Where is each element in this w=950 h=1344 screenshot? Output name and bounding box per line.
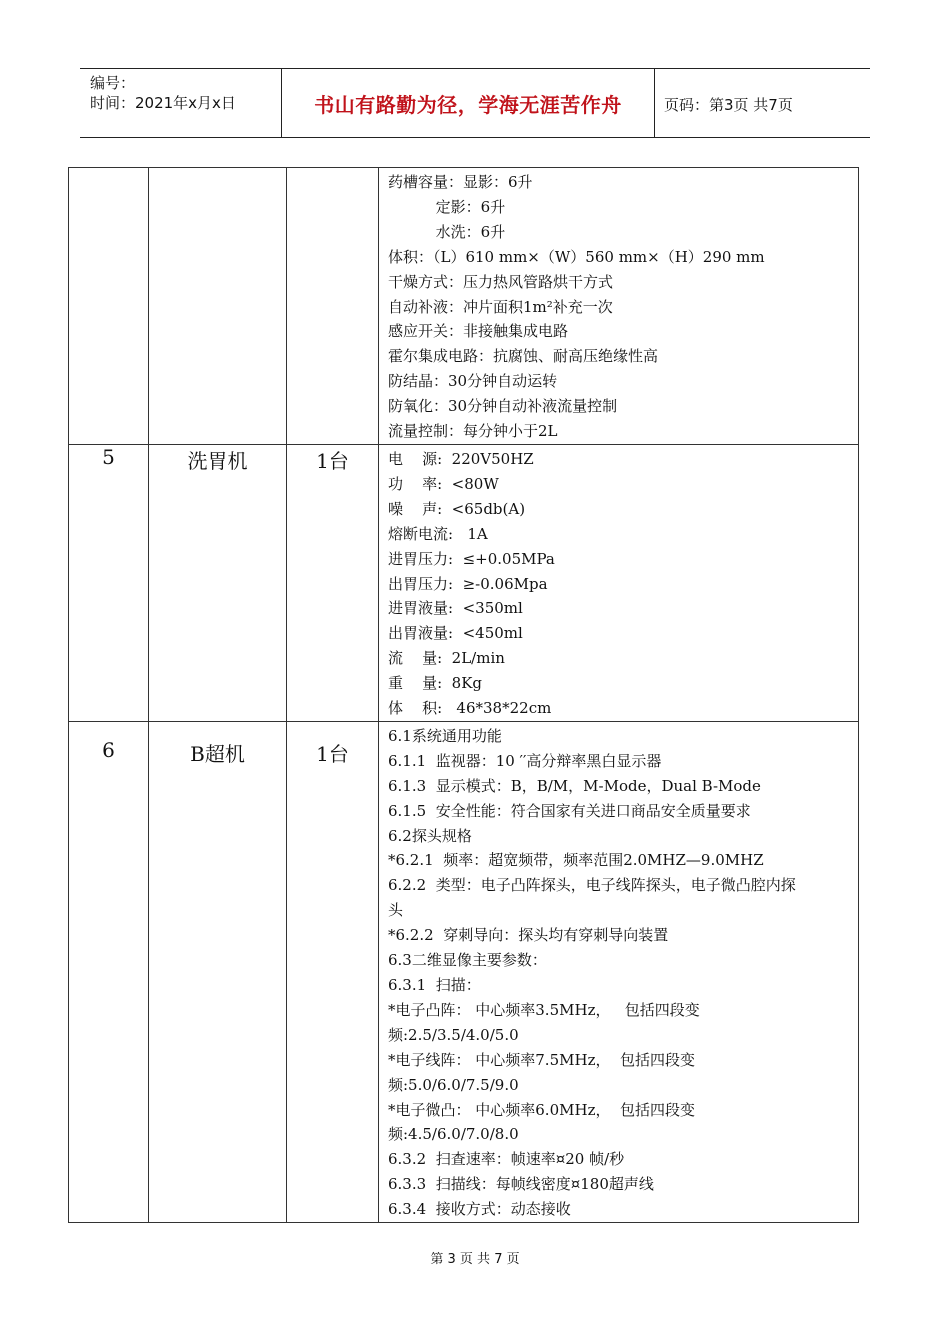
item-quantity-text: 1台 xyxy=(316,741,349,766)
spec-line: 出胃液量: <450ml xyxy=(388,624,523,643)
spec-line: 药槽容量：显影：6升 xyxy=(388,173,533,191)
page-footer: 第 3 页 共 7 页 xyxy=(430,1252,520,1267)
spec-line: 自动补液：冲片面积1m²补充一次 xyxy=(388,297,613,316)
spec-line: 噪 声: <65db(A) xyxy=(388,499,526,518)
table-row xyxy=(69,168,859,445)
spec-line: 6.1系统通用功能 xyxy=(388,726,502,745)
spec-line: 干燥方式：压力热风管路烘干方式 xyxy=(388,272,614,291)
item-name: 洗胃机 xyxy=(149,444,287,721)
spec-table xyxy=(68,167,859,1223)
spec-line: 定影：6升 xyxy=(388,197,506,216)
header-motto: 书山有路勤为径，学海无涯苦作舟 xyxy=(314,92,622,117)
spec-line: 感应开关：非接触集成电路 xyxy=(388,322,569,341)
spec-cell xyxy=(379,444,859,721)
row-number xyxy=(69,721,149,1222)
header-page-info: 页码：第3页 共7页 xyxy=(664,96,793,114)
spec-line: 6.2探头规格 xyxy=(388,826,472,845)
spec-line: 6.3.1 扫描： xyxy=(388,976,481,994)
item-name-text: B超机 xyxy=(190,741,245,766)
spec-line: 出胃压力: ≥-0.06Mpa xyxy=(388,574,548,593)
spec-line: 体积：（L）610 mm×（W）560 mm×（H）290 mm xyxy=(388,247,765,266)
spec-line: 水洗：6升 xyxy=(388,222,506,241)
spec-line: 流量控制：每分钟小于2L xyxy=(388,422,558,441)
time-label: 时间：2021年x月x日 xyxy=(90,94,236,112)
spec-line: 进胃液量: <350ml xyxy=(388,599,523,618)
spec-line: *6.2.1 频率：超宽频带，频率范围2.0MHZ—9.0MHZ xyxy=(388,851,764,870)
spec-line: 频:2.5/3.5/4.0/5.0 xyxy=(388,1025,519,1044)
page-header xyxy=(80,68,870,138)
item-name xyxy=(149,168,287,445)
spec-line: 流 量: 2L/min xyxy=(388,649,505,668)
spec-line: 重 量: 8Kg xyxy=(388,674,483,693)
header-meta xyxy=(90,73,280,113)
spec-line: 头 xyxy=(388,901,404,920)
spec-line: *电子线阵： 中心频率7.5MHz， 包括四段变 xyxy=(388,1050,696,1069)
spec-line: 6.3.3 扫描线：每帧线密度¤180超声线 xyxy=(388,1175,654,1194)
spec-line: 防结晶：30分钟自动运转 xyxy=(388,372,558,391)
spec-line: 6.1.3 显示模式：B，B/M，M-Mode，Dual B-Mode xyxy=(388,776,761,795)
item-name xyxy=(149,721,287,1222)
row-number xyxy=(69,168,149,445)
spec-cell xyxy=(379,168,859,445)
item-quantity xyxy=(287,721,379,1222)
spec-line: 进胃压力: ≤+0.05MPa xyxy=(388,549,555,568)
spec-line: 频:5.0/6.0/7.5/9.0 xyxy=(388,1075,519,1094)
spec-line: 6.1.5 安全性能：符合国家有关进口商品安全质量要求 xyxy=(388,801,751,820)
spec-line: 6.3.2 扫查速率：帧速率¤20 帧/秒 xyxy=(388,1150,625,1169)
spec-line: 6.2.2 类型：电子凸阵探头，电子线阵探头，电子微凸腔内探 xyxy=(388,876,796,895)
spec-cell xyxy=(379,721,859,1222)
table-row xyxy=(69,444,859,721)
spec-line: 体 积: 46*38*22cm xyxy=(388,699,552,718)
item-quantity: 1台 xyxy=(287,444,379,721)
item-quantity xyxy=(287,168,379,445)
spec-line: 电 源: 220V50HZ xyxy=(388,449,534,468)
spec-line: 6.3.4 接收方式：动态接收 xyxy=(388,1200,571,1219)
spec-line: *电子微凸： 中心频率6.0MHz， 包括四段变 xyxy=(388,1100,696,1119)
spec-line: *6.2.2 穿刺导向：探头均有穿刺导向装置 xyxy=(388,926,669,945)
table-row xyxy=(69,721,859,1222)
spec-line: 熔断电流: 1A xyxy=(388,524,488,543)
header-divider xyxy=(654,69,655,137)
row-number: 5 xyxy=(69,444,149,721)
spec-line: 功 率: <80W xyxy=(388,474,499,493)
spec-line: 6.3二维显像主要参数： xyxy=(388,951,547,970)
row-number-text: 6 xyxy=(102,737,115,762)
spec-line: 频:4.5/6.0/7.0/8.0 xyxy=(388,1125,519,1144)
spec-line: 防氧化：30分钟自动补液流量控制 xyxy=(388,397,618,416)
spec-line: 霍尔集成电路：抗腐蚀、耐高压绝缘性高 xyxy=(388,347,659,366)
spec-line: 6.1.1 监视器：10 ′′高分辩率黑白显示器 xyxy=(388,751,662,770)
code-label: 编号： xyxy=(90,74,136,92)
spec-line: *电子凸阵： 中心频率3.5MHz， 包括四段变 xyxy=(388,1000,700,1019)
